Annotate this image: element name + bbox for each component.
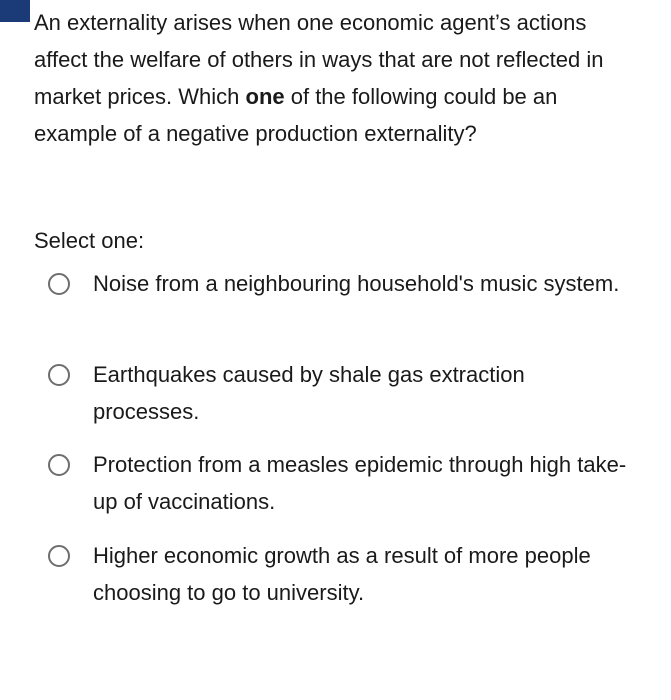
answer-option-1-label: Noise from a neighbouring household's music system. bbox=[93, 271, 620, 296]
answer-option-4[interactable] bbox=[48, 537, 638, 611]
question-text-end: of the following could be an example of a negative production externality? bbox=[34, 84, 558, 146]
question-text-start: An externality arises when one economic agent’s actions affect the welfare of others in ways that are not reflected in market prices. Which bbox=[34, 10, 604, 109]
answer-option-3[interactable] bbox=[48, 446, 638, 520]
select-one-label: Select one: bbox=[34, 228, 145, 253]
corner-marker bbox=[0, 0, 30, 22]
question-text bbox=[34, 4, 634, 152]
question-emphasis: one bbox=[245, 84, 285, 109]
answer-option-2-label: Earthquakes caused by shale gas extraction processes. bbox=[93, 362, 525, 424]
radio-button-3[interactable] bbox=[48, 454, 70, 476]
answer-option-1[interactable] bbox=[48, 265, 638, 302]
answer-option-2[interactable] bbox=[48, 356, 638, 430]
answer-option-4-label: Higher economic growth as a result of more people choosing to go to university. bbox=[93, 543, 591, 605]
radio-button-2[interactable] bbox=[48, 364, 70, 386]
answer-option-3-label: Protection from a measles epidemic through high take-up of vaccinations. bbox=[93, 452, 627, 514]
radio-button-1[interactable] bbox=[48, 273, 70, 295]
radio-button-4[interactable] bbox=[48, 545, 70, 567]
